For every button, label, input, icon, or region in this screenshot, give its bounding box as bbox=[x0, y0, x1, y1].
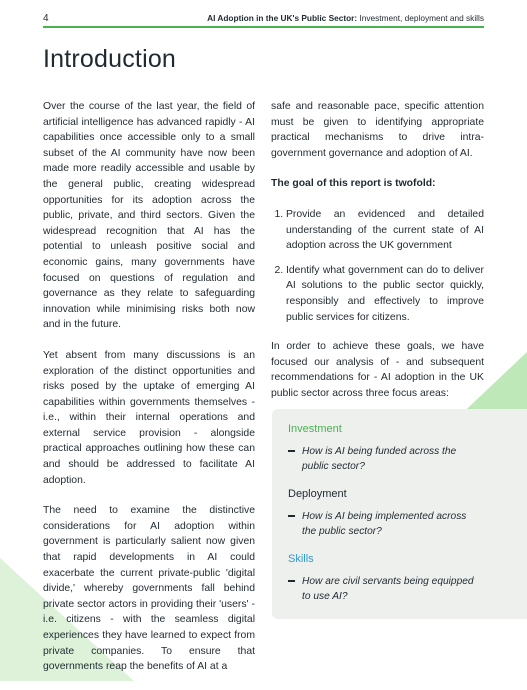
focus-question-text: How is AI being funded across the public sector? bbox=[302, 446, 457, 472]
body-paragraph: Yet absent from many discussions is an exploration of the distinct opportunities and risks posed by the uptake of emerging AI capabilities within governments themselves - i.e., within their internal operations and external service provision - alongside practical approaches outlining how these can and should be addressed to facilitate AI adoption. bbox=[43, 349, 255, 486]
page-title: Introduction bbox=[43, 45, 177, 73]
focus-area-deployment bbox=[288, 488, 482, 539]
goal-item: 2. Identify what government can do to deliver AI solutions to the public sector quickly, responsibly and effectively to improve public services for citizens. bbox=[286, 263, 484, 325]
goals-list bbox=[271, 207, 484, 325]
left-column bbox=[43, 99, 255, 690]
body-paragraph: The need to examine the distinctive considerations for AI adoption within government is particularly salient now given that rapid developments in AI could exacerbate the current private-public 'digital divide,' whereby governments fall behind private sector actors in providing their 'users' - i.e. citizens - with the seamless digital experiences they have learned to expect from private companies. To ensure that governments reap the benefits of AI at a bbox=[43, 505, 255, 673]
focus-question-text: How is AI being implemented across the public sector? bbox=[302, 511, 467, 537]
focus-question bbox=[288, 574, 482, 604]
running-head-title: AI Adoption in the UK's Public Sector: bbox=[207, 13, 358, 23]
body-paragraph: In order to achieve these goals, we have focused our analysis of - and subsequent recommendations for - AI adoption in the UK public sector across three focus areas: bbox=[271, 341, 484, 399]
focus-area-skills bbox=[288, 553, 482, 604]
dash-icon bbox=[288, 450, 295, 452]
header-rule bbox=[43, 26, 484, 28]
focus-question-text: How are civil servants being equipped to use AI? bbox=[302, 576, 474, 602]
goal-heading: The goal of this report is twofold: bbox=[271, 178, 436, 190]
focus-heading: Deployment bbox=[288, 488, 347, 500]
body-paragraph: safe and reasonable pace, specific attention must be given to identifying appropriate practical mechanisms to drive intra-government governance and adoption of AI. bbox=[271, 101, 484, 159]
goal-item: 1. Provide an evidenced and detailed understanding of the current state of AI adoption across the UK government bbox=[286, 207, 484, 254]
focus-areas-panel bbox=[272, 409, 527, 619]
focus-area-investment bbox=[288, 423, 482, 474]
body-paragraph: Over the course of the last year, the field of artificial intelligence has advanced rapidly - AI capabilities once accessible only to a small subset of the AI community have now been made more readily accessible and usable by the general public, creating widespread opportunities for its adoption across the public, private, and third sectors. Given the widespread recognition that AI has the potential to unleash positive social and economic gains, many governments have focused on questions of regulation and governance as they relate to safeguarding innovation while minimising risks both now and in the future. bbox=[43, 101, 255, 331]
dash-icon bbox=[288, 515, 295, 517]
focus-question bbox=[288, 509, 482, 539]
focus-heading: Skills bbox=[288, 553, 314, 565]
dash-icon bbox=[288, 580, 295, 582]
focus-question bbox=[288, 444, 482, 474]
focus-heading: Investment bbox=[288, 423, 342, 435]
page-number: 4 bbox=[43, 13, 49, 24]
right-column bbox=[271, 99, 484, 417]
running-head bbox=[207, 13, 484, 23]
running-head-subtitle: Investment, deployment and skills bbox=[357, 13, 484, 23]
